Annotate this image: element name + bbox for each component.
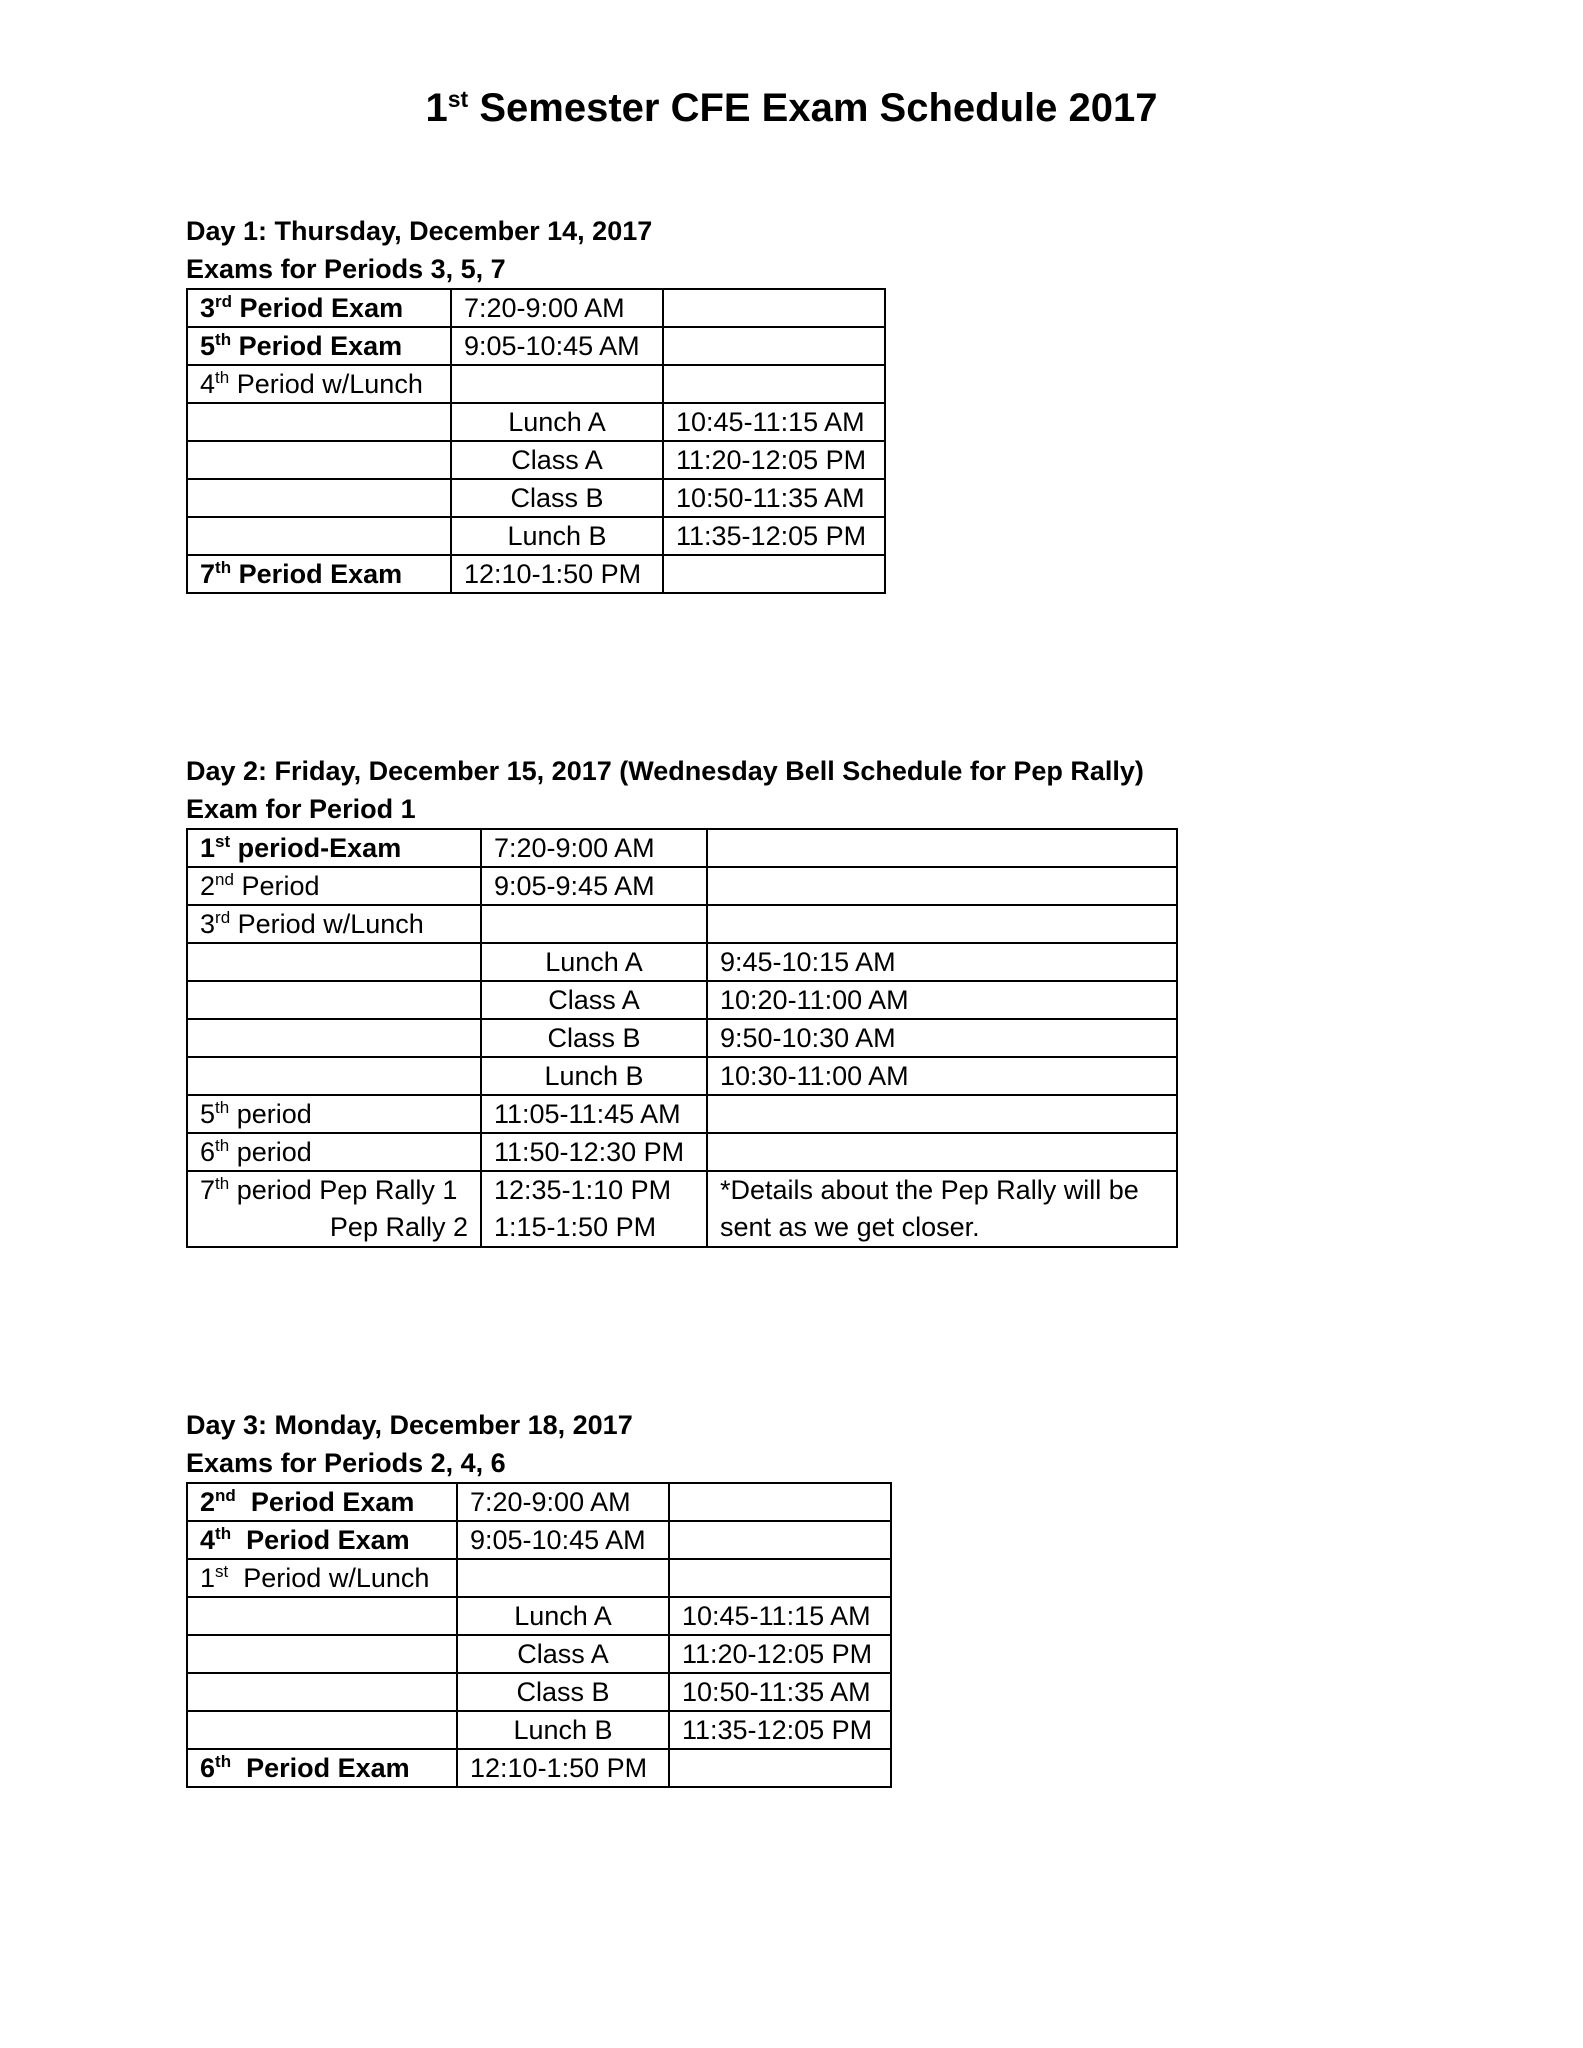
period-cell	[187, 1673, 457, 1711]
sub-label-cell: Lunch B	[481, 1057, 707, 1095]
period-cell: 2nd Period Exam	[187, 1483, 457, 1521]
period-cell	[187, 517, 451, 555]
sub-time-cell: 11:20-12:05 PM	[663, 441, 885, 479]
time-cell	[451, 365, 663, 403]
period-cell	[187, 479, 451, 517]
sub-time-cell: 9:45-10:15 AM	[707, 943, 1177, 981]
period-cell	[187, 1597, 457, 1635]
table-row	[187, 981, 1177, 1019]
table-row	[187, 289, 885, 327]
sub-label-cell: Lunch B	[457, 1711, 669, 1749]
table-row	[187, 1095, 1177, 1133]
sub-label-cell: Class B	[457, 1673, 669, 1711]
pep-label-line1: 7th period Pep Rally 1	[200, 1174, 458, 1205]
table-row	[187, 1635, 891, 1673]
sub-time-cell: 11:35-12:05 PM	[663, 517, 885, 555]
sub-time-cell: 10:30-11:00 AM	[707, 1057, 1177, 1095]
table-row	[187, 1673, 891, 1711]
period-cell	[187, 1057, 481, 1095]
title-text: Semester CFE Exam Schedule 2017	[468, 86, 1158, 130]
sub-label-cell: Class A	[457, 1635, 669, 1673]
extra-cell	[707, 829, 1177, 867]
table-row	[187, 441, 885, 479]
table-row	[187, 867, 1177, 905]
period-cell: 7th Period Exam	[187, 555, 451, 593]
sub-label-cell: Class B	[481, 1019, 707, 1057]
period-cell: 6th period	[187, 1133, 481, 1171]
pep-time-line2: 1:15-1:50 PM	[494, 1212, 657, 1242]
time-cell: 11:05-11:45 AM	[481, 1095, 707, 1133]
sub-time-cell: 10:45-11:15 AM	[663, 403, 885, 441]
time-cell: 11:50-12:30 PM	[481, 1133, 707, 1171]
table-row	[187, 943, 1177, 981]
extra-cell	[663, 327, 885, 365]
period-cell: 4th Period w/Lunch	[187, 365, 451, 403]
day3-heading: Day 3: Monday, December 18, 2017	[186, 1410, 633, 1440]
table-row	[187, 479, 885, 517]
sub-label-cell: Lunch A	[457, 1597, 669, 1635]
period-cell	[187, 1635, 457, 1673]
table-row	[187, 365, 885, 403]
pep-time-line1: 12:35-1:10 PM	[494, 1175, 672, 1205]
pep-time-cell	[481, 1171, 707, 1247]
title-superscript: st	[447, 86, 469, 112]
period-cell	[187, 1711, 457, 1749]
table-row	[187, 1483, 891, 1521]
extra-cell	[669, 1559, 891, 1597]
time-cell: 7:20-9:00 AM	[481, 829, 707, 867]
period-cell: 6th Period Exam	[187, 1749, 457, 1787]
time-cell	[457, 1559, 669, 1597]
day2-section	[186, 752, 1178, 1248]
table-row	[187, 403, 885, 441]
table-row	[187, 555, 885, 593]
sub-time-cell: 10:50-11:35 AM	[669, 1673, 891, 1711]
period-cell: 5th period	[187, 1095, 481, 1133]
table-row	[187, 517, 885, 555]
pep-rally-row	[187, 1171, 1177, 1247]
time-cell: 7:20-9:00 AM	[457, 1483, 669, 1521]
table-row	[187, 1711, 891, 1749]
day2-subheading: Exam for Period 1	[186, 794, 416, 824]
day3-table	[186, 1482, 892, 1788]
time-cell: 9:05-10:45 AM	[457, 1521, 669, 1559]
time-cell: 12:10-1:50 PM	[457, 1749, 669, 1787]
sub-time-cell: 9:50-10:30 AM	[707, 1019, 1177, 1057]
extra-cell	[663, 555, 885, 593]
sub-label-cell: Lunch A	[481, 943, 707, 981]
time-cell	[481, 905, 707, 943]
time-cell: 9:05-9:45 AM	[481, 867, 707, 905]
page-title	[0, 86, 1583, 131]
table-row	[187, 327, 885, 365]
table-row	[187, 1559, 891, 1597]
period-cell	[187, 403, 451, 441]
pep-note-line1: *Details about the Pep Rally will be	[720, 1175, 1139, 1205]
extra-cell	[669, 1521, 891, 1559]
day3-subheading: Exams for Periods 2, 4, 6	[186, 1448, 506, 1478]
table-row	[187, 1057, 1177, 1095]
period-cell: 1st period-Exam	[187, 829, 481, 867]
time-cell: 9:05-10:45 AM	[451, 327, 663, 365]
table-row	[187, 1521, 891, 1559]
extra-cell	[707, 1133, 1177, 1171]
period-cell: 5th Period Exam	[187, 327, 451, 365]
extra-cell	[707, 1095, 1177, 1133]
extra-cell	[707, 867, 1177, 905]
time-cell: 12:10-1:50 PM	[451, 555, 663, 593]
table-row	[187, 829, 1177, 867]
period-cell: 4th Period Exam	[187, 1521, 457, 1559]
period-cell	[187, 1019, 481, 1057]
table-row	[187, 1749, 891, 1787]
extra-cell	[663, 365, 885, 403]
table-row	[187, 1597, 891, 1635]
pep-period-cell	[187, 1171, 481, 1247]
extra-cell	[669, 1483, 891, 1521]
day1-table	[186, 288, 886, 594]
period-cell: 2nd Period	[187, 867, 481, 905]
pep-label-line2: Pep Rally 2	[329, 1212, 468, 1242]
day2-heading: Day 2: Friday, December 15, 2017 (Wednesday Bell Schedule for Pep Rally)	[186, 756, 1144, 786]
day1-section	[186, 212, 886, 594]
period-cell: 3rd Period w/Lunch	[187, 905, 481, 943]
period-cell: 1st Period w/Lunch	[187, 1559, 457, 1597]
sub-label-cell: Class A	[451, 441, 663, 479]
extra-cell	[707, 905, 1177, 943]
extra-cell	[669, 1749, 891, 1787]
time-cell: 7:20-9:00 AM	[451, 289, 663, 327]
sub-label-cell: Lunch A	[451, 403, 663, 441]
day1-heading: Day 1: Thursday, December 14, 2017	[186, 216, 653, 246]
sub-time-cell: 10:45-11:15 AM	[669, 1597, 891, 1635]
period-cell	[187, 441, 451, 479]
title-number: 1	[425, 86, 448, 130]
sub-time-cell: 10:20-11:00 AM	[707, 981, 1177, 1019]
sub-time-cell: 10:50-11:35 AM	[663, 479, 885, 517]
sub-label-cell: Lunch B	[451, 517, 663, 555]
day3-section	[186, 1406, 892, 1788]
period-cell	[187, 981, 481, 1019]
pep-note-line2: sent as we get closer.	[720, 1212, 980, 1242]
day2-table	[186, 828, 1178, 1248]
day1-subheading: Exams for Periods 3, 5, 7	[186, 254, 506, 284]
extra-cell	[663, 289, 885, 327]
table-row	[187, 1019, 1177, 1057]
pep-note-cell	[707, 1171, 1177, 1247]
sub-time-cell: 11:20-12:05 PM	[669, 1635, 891, 1673]
period-cell: 3rd Period Exam	[187, 289, 451, 327]
period-cell	[187, 943, 481, 981]
table-row	[187, 905, 1177, 943]
sub-label-cell: Class A	[481, 981, 707, 1019]
table-row	[187, 1133, 1177, 1171]
sub-label-cell: Class B	[451, 479, 663, 517]
sub-time-cell: 11:35-12:05 PM	[669, 1711, 891, 1749]
